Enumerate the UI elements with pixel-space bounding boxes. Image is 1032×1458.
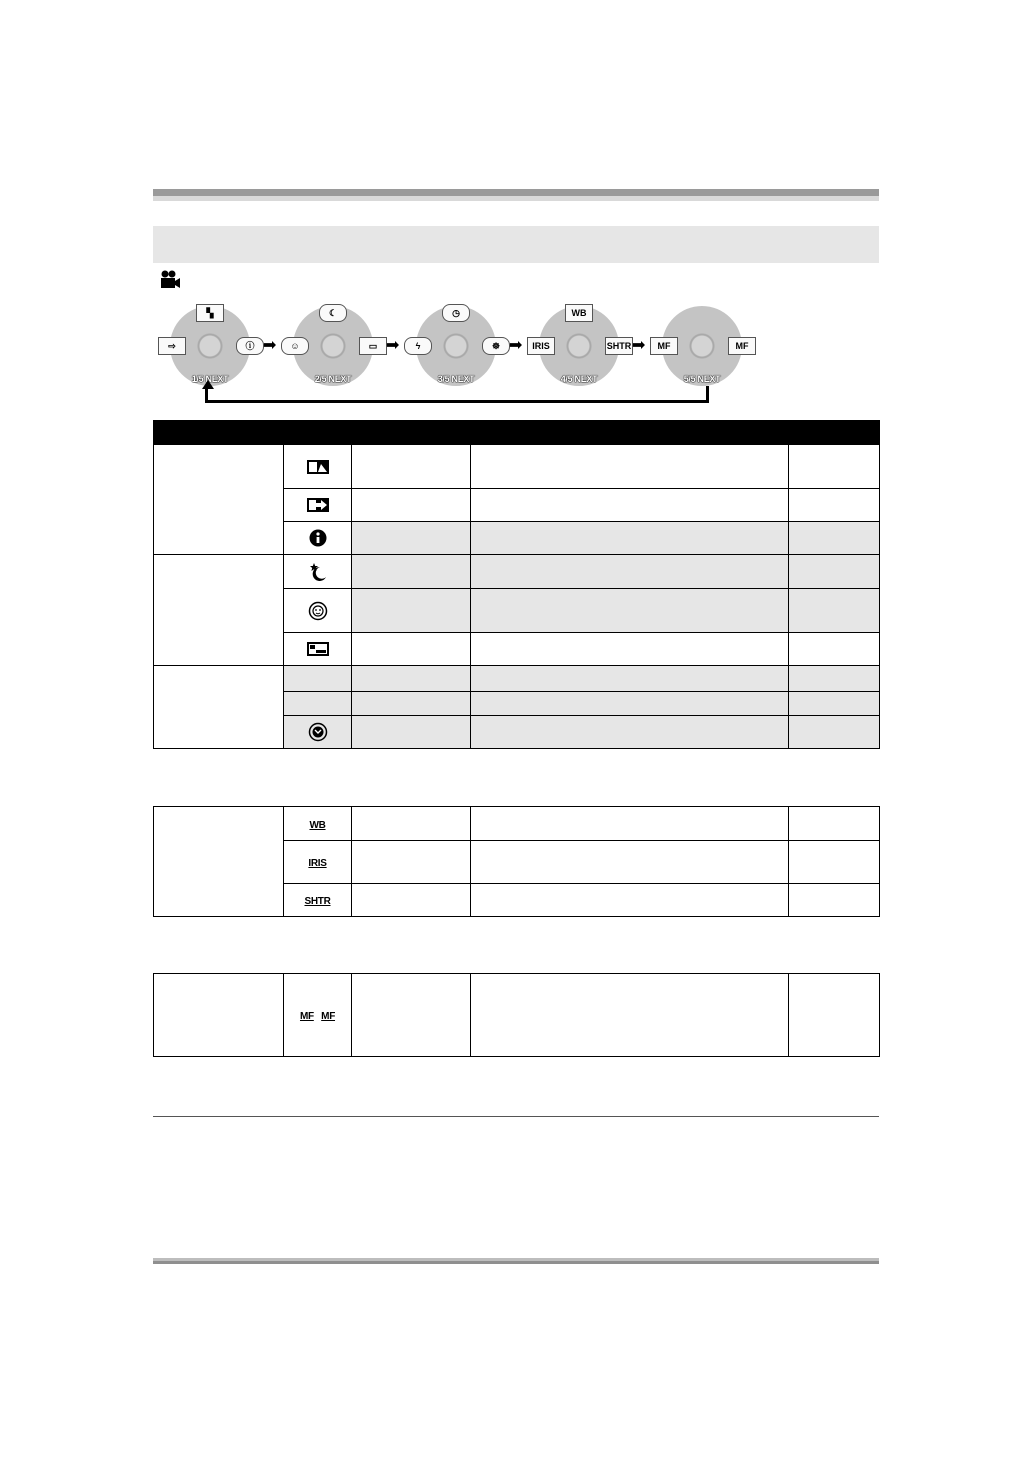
iris-icon-cell xyxy=(284,841,352,884)
header-item xyxy=(154,421,352,445)
low-light-icon-cell xyxy=(284,555,352,589)
function-table-2 xyxy=(153,806,880,917)
mf-plus-slot: MF xyxy=(728,337,756,355)
shtr-icon-cell xyxy=(284,884,352,917)
arrow-3: ➡ xyxy=(509,337,523,354)
fade-slot: ⇨ xyxy=(158,337,186,355)
mf-plus-icon: MF xyxy=(321,1011,336,1022)
focus-group-cell xyxy=(154,974,284,1057)
arrow-4: ➡ xyxy=(632,337,646,354)
dial-1-next-label: 1/5 NEXT xyxy=(191,374,229,384)
dial-3 xyxy=(415,306,501,386)
mf-minus-slot: MF xyxy=(650,337,678,355)
header-function xyxy=(352,421,471,445)
self-timer-icon-cell xyxy=(284,716,352,749)
blank-icon-cell-2 xyxy=(284,692,352,716)
group-cell-3 xyxy=(154,666,284,749)
soft-skin-icon xyxy=(308,601,328,621)
wb-slot: WB xyxy=(565,304,593,322)
low-light-slot: ☾ xyxy=(319,304,347,322)
fade-icon xyxy=(307,498,329,512)
low-light-icon xyxy=(308,563,328,581)
arrow-2: ➡ xyxy=(386,337,400,354)
help-slot: ⓘ xyxy=(236,337,264,355)
header-effect xyxy=(471,421,789,445)
arrow-1: ➡ xyxy=(263,337,277,354)
iris-icon: IRIS xyxy=(308,858,327,869)
wb-icon: WB xyxy=(309,819,326,831)
tele-macro-icon-cell xyxy=(284,633,352,666)
help-icon-cell xyxy=(284,522,352,555)
scene-slot: ☸ xyxy=(482,337,510,355)
camera-mode-icon xyxy=(159,270,181,290)
dial-2 xyxy=(290,306,378,386)
footer-rule xyxy=(153,1258,879,1264)
soft-skin-slot: ☺ xyxy=(281,337,309,355)
tele-macro-icon xyxy=(307,642,329,656)
soft-skin-icon-cell xyxy=(284,589,352,633)
tele-macro-slot: ▭ xyxy=(359,337,387,355)
header-rule xyxy=(153,189,879,201)
flash-slot: ϟ xyxy=(404,337,432,355)
shtr-icon: SHTR xyxy=(304,896,331,907)
backlight-icon xyxy=(307,460,329,474)
self-timer-icon xyxy=(308,722,328,742)
backlight-icon-cell xyxy=(284,445,352,489)
blank-icon-cell-1 xyxy=(284,666,352,692)
iris-slot: IRIS xyxy=(527,337,555,355)
dial-2-next-label: 2/5 NEXT xyxy=(314,374,352,384)
dial-5-next-label: 5/5 NEXT xyxy=(683,374,721,384)
help-icon xyxy=(309,529,327,547)
mf-icon-cell xyxy=(284,974,352,1057)
return-arrow-line xyxy=(205,386,709,403)
manual-group-cell xyxy=(154,807,284,917)
function-table-1 xyxy=(153,420,880,749)
dial-3-next-label: 3/5 NEXT xyxy=(437,374,475,384)
function-table-3 xyxy=(153,973,880,1057)
self-timer-slot: ◷ xyxy=(442,304,470,322)
wb-icon-cell xyxy=(284,807,352,841)
mf-minus-icon: MF xyxy=(299,1011,314,1022)
divider-line xyxy=(153,1116,879,1117)
return-arrow-head xyxy=(202,380,214,389)
shtr-slot: SHTR xyxy=(605,337,633,355)
fade-icon-cell xyxy=(284,489,352,522)
dial-4-next-label: 4/5 NEXT xyxy=(560,374,598,384)
backlight-slot: ▚ xyxy=(196,304,224,322)
group-cell-1 xyxy=(154,445,284,555)
dial-4 xyxy=(532,306,632,386)
operation-icon-diagram xyxy=(150,300,770,410)
dial-5 xyxy=(657,306,749,386)
group-cell-2 xyxy=(154,555,284,666)
header-page xyxy=(789,421,880,445)
dial-1 xyxy=(168,306,255,386)
section-title-band xyxy=(153,226,879,263)
